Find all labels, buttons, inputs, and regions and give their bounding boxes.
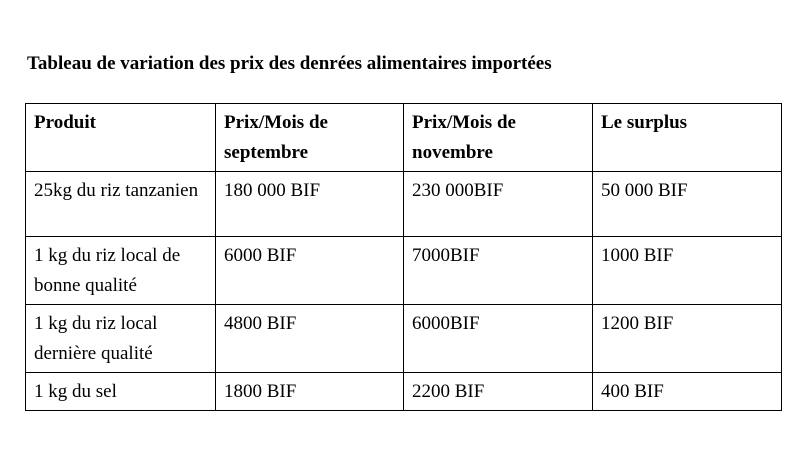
table-row: [26, 305, 782, 373]
cell-produit: 25kg du riz tanzanien: [26, 172, 216, 237]
table-row: [26, 237, 782, 305]
cell-prix-septembre: 6000 BIF: [216, 237, 404, 305]
cell-prix-septembre: 4800 BIF: [216, 305, 404, 373]
header-prix-septembre: Prix/Mois de septembre: [216, 104, 404, 172]
cell-surplus: 400 BIF: [593, 373, 782, 411]
header-prix-novembre: Prix/Mois de novembre: [404, 104, 593, 172]
cell-produit: 1 kg du riz local dernière qualité: [26, 305, 216, 373]
table-row: [26, 373, 782, 411]
header-produit: Produit: [26, 104, 216, 172]
document-title: Tableau de variation des prix des denrées alimentaires importées: [27, 53, 552, 74]
table-row: [26, 172, 782, 237]
cell-produit: 1 kg du sel: [26, 373, 216, 411]
cell-prix-septembre: 180 000 BIF: [216, 172, 404, 237]
price-variation-table: [25, 103, 782, 411]
cell-surplus: 1200 BIF: [593, 305, 782, 373]
table-header-row: [26, 104, 782, 172]
cell-prix-novembre: 7000BIF: [404, 237, 593, 305]
header-surplus: Le surplus: [593, 104, 782, 172]
cell-prix-novembre: 6000BIF: [404, 305, 593, 373]
cell-produit: 1 kg du riz local de bonne qualité: [26, 237, 216, 305]
cell-surplus: 1000 BIF: [593, 237, 782, 305]
cell-prix-novembre: 230 000BIF: [404, 172, 593, 237]
cell-surplus: 50 000 BIF: [593, 172, 782, 237]
cell-prix-novembre: 2200 BIF: [404, 373, 593, 411]
cell-prix-septembre: 1800 BIF: [216, 373, 404, 411]
